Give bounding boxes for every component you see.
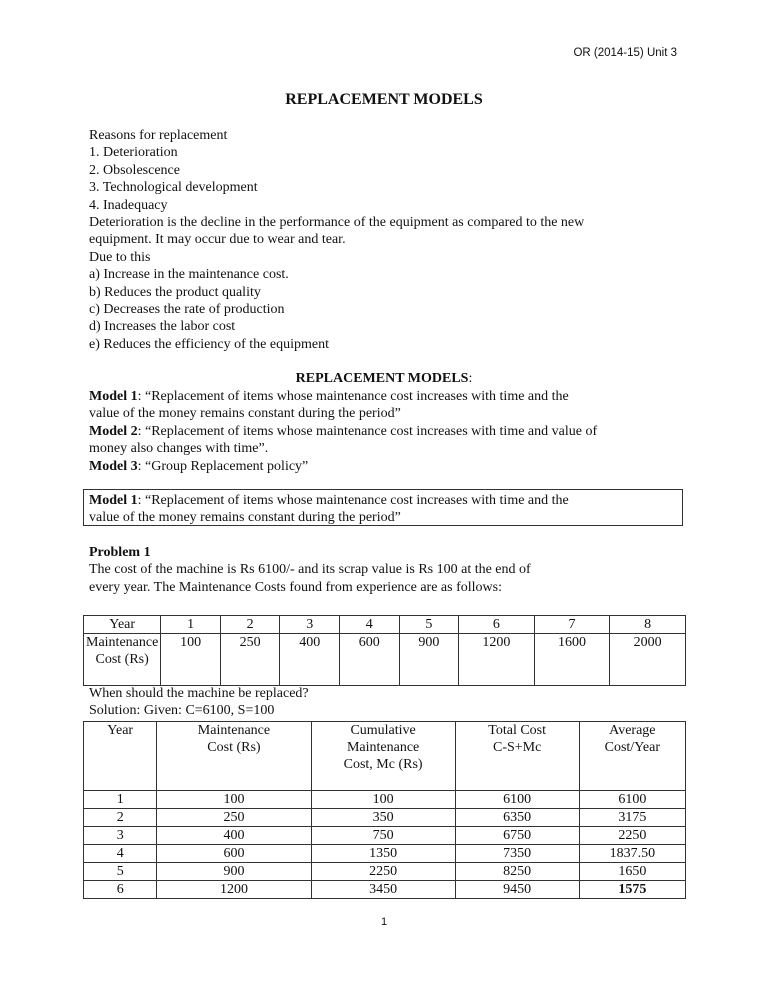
model-text: money also changes with time”. [89,441,269,457]
table-cell: 2250 [311,863,455,881]
table-cell: 250 [220,634,280,686]
solution-table [83,721,686,899]
text-line: Deterioration is the decline in the performance of the equipment as compared to the new [89,215,585,231]
column-header: Cumulative Maintenance Cost, Mc (Rs) [311,722,455,791]
model-text: : “Replacement of items whose maintenance cost increases with time and value of [137,423,598,439]
table-row [84,634,686,686]
table-cell: 3 [84,827,157,845]
table-cell: 5 [399,616,459,634]
page-number: 1 [380,916,388,928]
model-3 [89,458,597,475]
table-row [84,881,686,899]
table-row [84,827,686,845]
table-row [84,845,686,863]
model-1-box [83,489,683,526]
table-cell: 750 [311,827,455,845]
table-cell: 600 [339,634,399,686]
list-item: a) Increase in the maintenance cost. [89,267,289,283]
table-cell: 1200 [157,881,311,899]
table-cell: 8250 [455,863,579,881]
table-cell: 7350 [455,845,579,863]
table-cell: 900 [399,634,459,686]
table-cell: 3450 [311,881,455,899]
table-cell: 8 [610,616,686,634]
table-cell: 100 [311,791,455,809]
problem-heading: Problem 1 [89,545,151,560]
table-cell: 2 [84,809,157,827]
table-cell: 6750 [455,827,579,845]
table-cell: 6 [459,616,535,634]
intro-text [89,127,584,353]
page-title: REPLACEMENT MODELS [285,91,483,108]
table-row [84,863,686,881]
problem-text: The cost of the machine is Rs 6100/- and its scrap value is Rs 100 at the end of [89,562,531,578]
table-cell: 3175 [579,809,685,827]
table-cell: 1837.50 [579,845,685,863]
table-cell: 3 [280,616,340,634]
model-text: : “Group Replacement policy” [137,458,309,474]
list-item: 3. Technological development [89,180,258,196]
table-cell: 9450 [455,881,579,899]
list-item: e) Reduces the efficiency of the equipment [89,336,329,352]
problem-text: every year. The Maintenance Costs found from experience are as follows: [89,579,502,595]
heading-text: REPLACEMENT MODELS [295,371,469,386]
list-item: c) Decreases the rate of production [89,302,285,318]
text-line: equipment. It may occur due to wear and tear. [89,232,346,248]
table-header-row [84,722,686,791]
model-label: Model 1 [89,389,138,404]
table-cell: 400 [157,827,311,845]
table-cell: 400 [280,634,340,686]
list-item: 1. Deterioration [89,145,178,161]
running-header: OR (2014-15) Unit 3 [573,47,677,59]
column-header: Average Cost/Year [579,722,685,791]
model-text: value of the money remains constant during the period” [89,406,401,422]
colon: : [468,371,473,386]
table-cell: Maintenance Cost (Rs) [84,634,161,686]
column-header: Maintenance Cost (Rs) [157,722,311,791]
list-item: 2. Obsolescence [89,162,180,178]
table-row [84,791,686,809]
table-cell: 5 [84,863,157,881]
list-item: d) Increases the labor cost [89,319,236,335]
table-cell: 6 [84,881,157,899]
table-cell: 1575 [579,881,685,899]
table-cell: 100 [157,791,311,809]
table-cell: 2000 [610,634,686,686]
text-line: Reasons for replacement [89,128,228,143]
models-list [89,388,597,475]
model-label: Model 3 [89,458,138,474]
model-1 [89,388,597,405]
model-2 [89,423,597,440]
models-heading [0,370,768,387]
table-cell: 1350 [311,845,455,863]
table-row [84,616,686,634]
table-cell: 900 [157,863,311,881]
question: When should the machine be replaced? [89,686,309,701]
model-text: : “Replacement of items whose maintenance cost increases with time and the [137,389,569,404]
table-cell: 350 [311,809,455,827]
model-text: value of the money remains constant during the period” [89,510,401,526]
table-cell: 7 [534,616,610,634]
table-cell: Year [84,616,161,634]
table-cell: 6100 [579,791,685,809]
table-cell: 1 [84,791,157,809]
solution-text [89,685,309,720]
model-text: : “Replacement of items whose maintenance cost increases with time and the [137,493,569,508]
problem-1 [89,544,531,596]
model-label: Model 1 [89,493,138,508]
table-cell: 1650 [579,863,685,881]
text-line: Due to this [89,249,151,265]
column-header: Year [84,722,157,791]
table-cell: 4 [339,616,399,634]
model-label: Model 2 [89,423,138,439]
table-cell: 2 [220,616,280,634]
solution-given: Solution: Given: C=6100, S=100 [89,703,275,719]
table-cell: 2250 [579,827,685,845]
table-row [84,809,686,827]
list-item: 4. Inadequacy [89,197,168,213]
column-header: Total Cost C-S+Mc [455,722,579,791]
table-cell: 4 [84,845,157,863]
table-cell: 1600 [534,634,610,686]
table-cell: 1200 [459,634,535,686]
table-cell: 250 [157,809,311,827]
list-item: b) Reduces the product quality [89,284,261,300]
table-cell: 100 [161,634,221,686]
table-cell: 6100 [455,791,579,809]
table-cell: 1 [161,616,221,634]
table-cell: 6350 [455,809,579,827]
table-cell: 600 [157,845,311,863]
maintenance-cost-table [83,615,686,686]
